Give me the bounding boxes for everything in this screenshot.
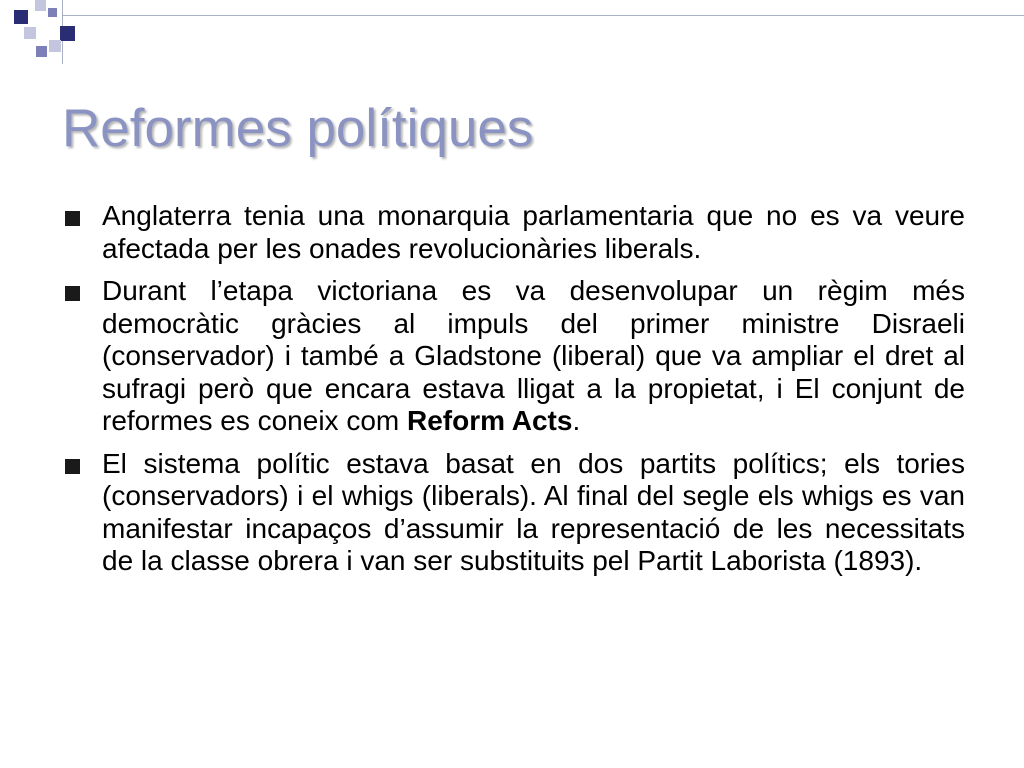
bullet-text: Anglaterra tenia una monarquia parlamentaria que no es va veure afectada per les onades revolucionàries liberals. [102, 200, 965, 264]
bullet-item [65, 448, 965, 578]
decoration-square-light-2 [24, 27, 36, 39]
bullet-text-after: . [572, 405, 581, 436]
decoration-line-horizontal [62, 15, 1024, 16]
decoration-square-mid-1 [48, 8, 57, 17]
slide-title: Reformes polítiques [62, 99, 534, 158]
decoration-square-mid-2 [36, 46, 47, 57]
square-bullet-icon [65, 286, 80, 301]
decoration-square-dark-1 [14, 10, 28, 24]
bullet-text-before: Durant l’etapa victoriana es va desenvolupar un règim més democràtic gràcies al impuls del primer ministre Disraeli (conservador) i també a Gladstone (liberal) que va ampliar el dret al sufragi però que encara estava lligat a la propietat, i El conjunt de reformes es coneix com [102, 275, 965, 436]
square-bullet-icon [65, 459, 80, 474]
square-bullet-icon [65, 211, 80, 226]
bullet-item [65, 200, 965, 265]
bullet-text-bold: Reform Acts [407, 405, 573, 436]
decoration-square-dark-2 [60, 26, 75, 41]
bullet-item [65, 275, 965, 438]
decoration-square-light-1 [35, 0, 46, 11]
bullet-list [65, 200, 965, 588]
decoration-square-light-3 [49, 40, 61, 52]
bullet-text: El sistema polític estava basat en dos partits polítics; els tories (conservadors) i el whigs (liberals). Al final del segle els whigs es van manifestar incapaços d’assumir la representació de les necessitats de la classe obrera i van ser substituits pel Partit Laborista (1893). [102, 447, 965, 576]
bullet-text [102, 275, 965, 436]
